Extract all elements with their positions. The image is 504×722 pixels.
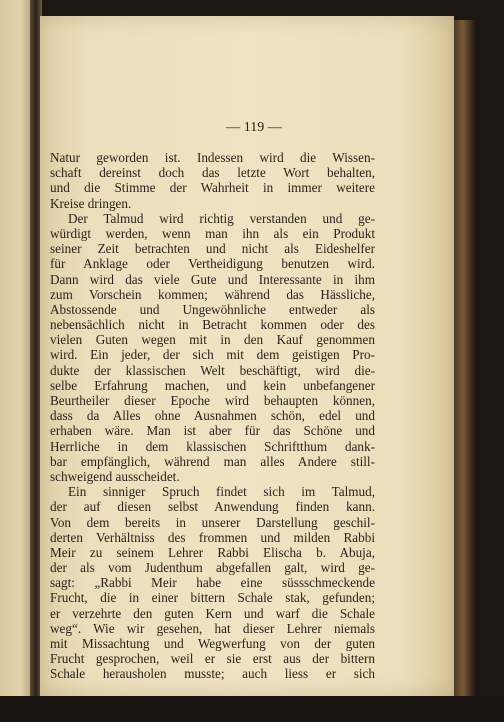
text-line: schaft dereinst doch das letzte Wort behalten, xyxy=(50,165,375,181)
text-line: nebensächlich nicht in Betracht kommen oder des xyxy=(50,317,375,333)
text-line: für Anklage oder Vertheidigung benutzen wird. xyxy=(50,256,375,272)
text-line: würdigt werden, wenn man ihn als ein Produkt xyxy=(50,225,375,241)
text-line: Meir zu seinem Lehrer Rabbi Elischa b. Abuja, xyxy=(50,544,375,560)
text-line: und die Stimme der Wahrheit in immer weitere xyxy=(50,180,375,196)
text-line: dass da Alles ohne Ausnahmen schön, edel und xyxy=(50,408,375,424)
text-line: dukte der klassischen Welt beschäftigt, wird die- xyxy=(50,362,375,378)
text-line: vielen Guten wegen mit in den Kauf genommen xyxy=(50,332,375,348)
text-line: Von dem bereits in unserer Darstellung geschil- xyxy=(50,514,375,530)
text-line: selbe Erfahrung machen, und kein unbefangener xyxy=(50,377,375,393)
text-line: seiner Zeit betrachten und nicht als Eideshelfer xyxy=(50,241,375,257)
text-line: Der Talmud wird richtig verstanden und ge- xyxy=(68,210,375,226)
text-line: sagt: „Rabbi Meir habe eine süssschmeckende xyxy=(50,575,375,591)
text-line: Natur geworden ist. Indessen wird die Wissen- xyxy=(50,150,375,165)
text-line: erhaben wäre. Man ist aber für das Schöne und xyxy=(50,423,375,439)
text-line: Beurtheiler dieser Epoche wird behaupten können, xyxy=(50,393,375,408)
text-line: Frucht, die in einer bittern Schale stak, gefunden; xyxy=(50,590,375,606)
text-line: der als vom Judenthum abgefallen galt, wird ge- xyxy=(50,560,375,576)
text-line: derten Verhältniss des frommen und milden Rabbi xyxy=(50,529,375,545)
page-number: — 119 — xyxy=(226,120,282,135)
text-line: er verzehrte den guten Kern und warf die Schale xyxy=(50,605,375,621)
left-page-edge xyxy=(0,0,34,704)
text-line: bar empfänglich, während man alles Andere still- xyxy=(50,453,375,469)
text-line: schweigend ausscheidet. xyxy=(50,468,180,484)
text-line: Frucht gesprochen, weil er sie erst aus der bittern xyxy=(50,651,375,667)
text-line: Schale herausholen musste; auch liess er sich xyxy=(50,666,375,682)
text-line: der auf diesen selbst Anwendung finden kann. xyxy=(50,499,375,515)
text-line: Ein sinniger Spruch findet sich im Talmud, xyxy=(68,484,375,500)
text-line: Herrliche in dem klassischen Schriftthum dank- xyxy=(50,438,375,454)
text-line: Kreise dringen. xyxy=(50,195,132,211)
body-text xyxy=(50,150,375,682)
text-line: wird. Ein jeder, der sich mit dem geistigen Pro- xyxy=(50,347,375,363)
bottom-shadow xyxy=(0,696,504,722)
text-line: Dann wird das viele Gute und Interessante in ihm xyxy=(50,271,375,287)
text-line: zum Vorschein kommen; während das Hässliche, xyxy=(50,286,375,302)
text-line: Abstossende und Ungewöhnliche entweder als xyxy=(50,301,375,317)
text-line: mit Missachtung und Wegwerfung von der guten xyxy=(50,636,375,651)
text-line: weg“. Wie wir gesehen, hat dieser Lehrer niemals xyxy=(50,620,375,636)
